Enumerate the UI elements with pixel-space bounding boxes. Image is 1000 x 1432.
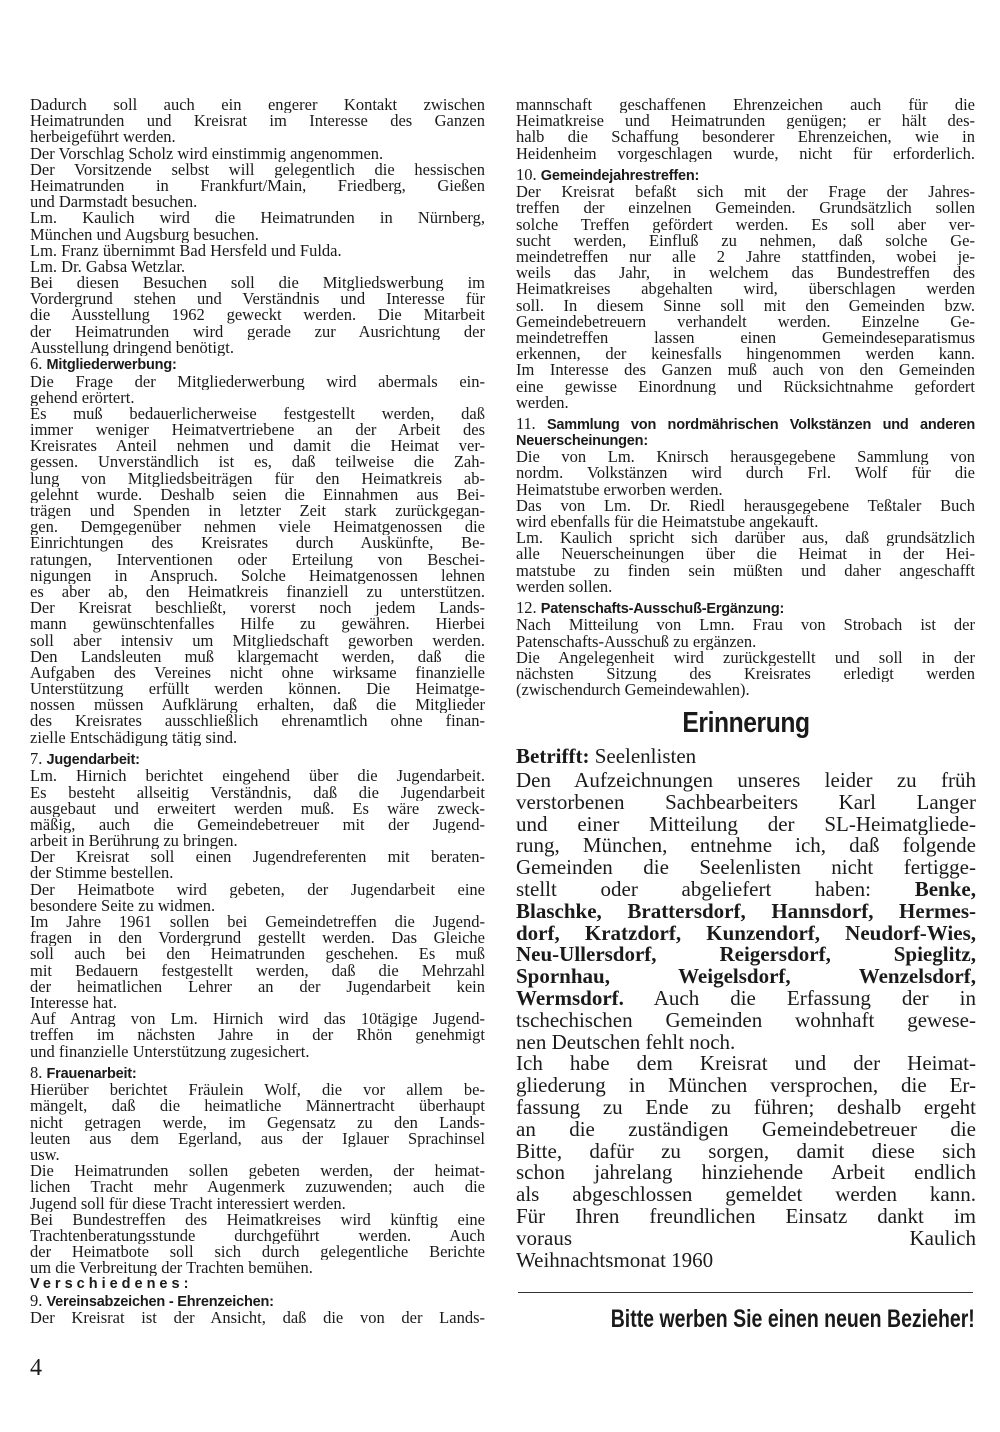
- text-line: mit Bedauern festgestellt werden, daß die Mehrzahl: [30, 962, 485, 979]
- text-line: Der Kreisrat beschließt, vorerst noch jedem Lands-: [30, 600, 485, 617]
- paragraph: [516, 530, 975, 595]
- paragraph: [30, 1082, 485, 1163]
- text-line: Lm. Dr. Gabsa Wetzlar.: [30, 258, 186, 276]
- text-line: Es besteht allseitig Verständnis, daß die Jugendarbeit: [30, 784, 485, 801]
- erinnerung-notice: [516, 706, 976, 1271]
- text-line: Heimatstube erworben werden.: [516, 481, 723, 498]
- text-line: gessen. Unverständlich ist es, daß teilweise die Zah-: [30, 454, 485, 471]
- section-title: Sammlung von nordmährischen Volkstänzen und anderen Neuerscheinungen:: [516, 416, 975, 450]
- paragraph: [516, 97, 975, 162]
- text-line: Weihnachtsmonat 1960: [516, 1249, 714, 1272]
- section-heading: [30, 356, 485, 374]
- notice-subject: [516, 744, 976, 768]
- text-line: [516, 923, 976, 945]
- text-line: Jugend soll für diese Tracht interessiert werden.: [30, 1195, 346, 1212]
- text-line: [516, 944, 976, 966]
- text-line: erkennen, der keinesfalls hingenommen werden kann.: [516, 346, 975, 363]
- text-line: Der Kreisrat ist der Ansicht, daß die von der Lands-: [30, 1310, 485, 1327]
- section-number: 8.: [30, 1064, 47, 1082]
- section-number: 12.: [516, 599, 541, 617]
- text-line: Bei Bundestreffen des Heimatkreises wird künftig eine: [30, 1211, 485, 1228]
- text-line: fragen in den Vordergrund gestellt werden. Das Gleiche: [30, 930, 485, 947]
- text-line: Einrichtungen des Kreisrates durch Auskünfte, Be-: [30, 535, 485, 552]
- text-line: Den Landsleuten muß klargemacht werden, daß die: [30, 648, 485, 665]
- text-line: Das von Lm. Dr. Riedl herausgegebene Teßtaler Buch: [516, 497, 975, 515]
- text-line: solche Treffen gefördert werden. Es soll aber ver-: [516, 216, 975, 233]
- text-line: mäßig, auch die Gemeindebetreuer mit der Jugend-: [30, 816, 485, 834]
- text-line: und finanzielle Unterstützung zugesichert.: [30, 1043, 310, 1060]
- text-line: alle Neuerscheinungen über die Heimat in der Hei-: [516, 546, 975, 563]
- text-line: nigungen in Anspruch. Solche Heimatgenossen lehnen: [30, 567, 485, 584]
- text-line: Den Aufzeichnungen unseres leider zu früh: [516, 770, 976, 792]
- text-line: und einer Mitteilung der SL-Heimatgliede-: [516, 813, 976, 836]
- text-line: an die zuständigen Gemeindebetreuer die: [516, 1118, 976, 1141]
- notice-title: Erinnerung: [682, 707, 810, 739]
- section-heading: Verschiedenes:: [30, 1276, 193, 1293]
- text-segment: voraus: [516, 1227, 572, 1250]
- paragraph: [30, 768, 485, 849]
- text-line: die Ausstellung 1962 geweckt werden. Die Mitarbeit: [30, 307, 485, 324]
- text-line: sucht werden, Einfluß zu nehmen, daß solche Ge-: [516, 232, 975, 249]
- text-line: Kreisrates Anteil nehmen und damit die Heimat ver-: [30, 438, 485, 455]
- section-number: 6.: [30, 356, 47, 373]
- signature-name: Kaulich: [909, 1227, 976, 1250]
- paragraph: [30, 882, 485, 914]
- text-line: mängelt, daß die heimatliche Männertracht überhaupt: [30, 1098, 485, 1115]
- text-line: treffen im nächsten Jahre in der Rhön genehmigt: [30, 1027, 485, 1044]
- text-line: Heimatrunden in Frankfurt/Main, Friedberg, Gießen: [30, 177, 485, 195]
- text-line: werden.: [516, 394, 569, 411]
- text-line: meindetreffen lassen einen Gemeindeseparatismus: [516, 329, 975, 347]
- paragraph: [30, 374, 485, 406]
- text-line: Heidenheim vorgeschlagen wurde, nicht für erforderlich.: [516, 145, 975, 162]
- text-line: lung von Mitgliedsbeiträgen für den Heimatkreis ab-: [30, 470, 485, 487]
- text-line: Hierüber berichtet Fräulein Wolf, die vor allem be-: [30, 1082, 485, 1099]
- bold-text: Benke,: [914, 878, 976, 901]
- section-title: Jugendarbeit:: [46, 751, 140, 768]
- text-line: Der Heimatbote wird gebeten, der Jugendarbeit eine: [30, 881, 485, 898]
- paragraph: [516, 770, 976, 1053]
- text-line: Lm. Kaulich spricht sich darüber aus, daß grundsätzlich: [516, 530, 975, 547]
- text-line: nossen müssen Aufklärung erhalten, daß die Mitglieder: [30, 697, 485, 714]
- text-line: Die Angelegenheit wird zurückgestellt und soll in der: [516, 649, 975, 667]
- text-line: gliederung in München versprochen, die Er-: [516, 1075, 976, 1097]
- text-line: Heimatrunden und Kreisrat im Interesse des Ganzen: [30, 113, 485, 130]
- page-number: 4: [30, 1355, 42, 1381]
- subject-label: Betrifft:: [516, 744, 590, 768]
- text-line: und Darmstadt besuchen.: [30, 194, 198, 211]
- text-line: leuten aus dem Egerland, aus der Iglauer Sprachinsel: [30, 1130, 485, 1147]
- text-line: schon jahrelang hinziehende Arbeit endlich: [516, 1162, 976, 1185]
- paragraph: [30, 406, 485, 746]
- text-line: Im Jahre 1961 sollen bei Gemeindetreffen die Jugend-: [30, 914, 485, 931]
- text-line: Bitte, dafür zu sorgen, damit diese sich: [516, 1140, 976, 1163]
- paragraph: [30, 914, 485, 1011]
- paragraph: [30, 243, 485, 259]
- text-line: der Heimatrunden wird gerade zur Ausrichtung der: [30, 323, 485, 340]
- section-heading: [30, 1293, 485, 1311]
- text-line: weils das Jahr, in welchem das Bundestreffen des: [516, 265, 975, 282]
- paragraph: [30, 259, 485, 275]
- text-line: Der Vorsitzende selbst will gelegentlich die hessischen: [30, 161, 485, 178]
- text-line: Gemeinden die Seelenlisten nicht fertigge-: [516, 857, 976, 879]
- paragraph: [30, 162, 485, 211]
- paragraph: [30, 849, 485, 881]
- text-line: um die Verbreitung der Trachten bemühen.: [30, 1260, 313, 1277]
- bold-text: Blaschke, Brattersdorf, Hannsdorf, Hermes-: [516, 900, 976, 923]
- text-line: Unterstützung erfüllt werden können. Die Heimatge-: [30, 681, 485, 698]
- paragraph: [30, 1163, 485, 1212]
- right-column: [516, 97, 975, 698]
- text-line: als abgeschlossen gemeldet werden kann.: [516, 1184, 976, 1206]
- text-line: Der Kreisrat soll einen Jugendreferenten mit beraten-: [30, 849, 485, 866]
- text-line: gen. Demgegenüber nehmen viele Heimatgenossen die: [30, 519, 485, 536]
- paragraph: [516, 617, 975, 649]
- text-line: München und Augsburg besuchen.: [30, 226, 259, 243]
- paragraph: [516, 650, 975, 699]
- section-heading: [30, 751, 485, 769]
- text-line: Bei diesen Besuchen soll die Mitgliedswerbung im: [30, 275, 485, 292]
- text-line: herbeigeführt werden.: [30, 129, 176, 146]
- text-line: Interesse hat.: [30, 994, 118, 1012]
- notice-body: [516, 770, 976, 1271]
- text-line: Im Interesse des Ganzen muß auch von den Gemeinden: [516, 362, 975, 379]
- footer-slogan: Bitte werben Sie einen neuen Bezieher!: [610, 1305, 975, 1333]
- text-line: arbeit in Berührung zu bringen.: [30, 833, 238, 850]
- section-title: Mitgliederwerbung:: [46, 357, 177, 373]
- text-line: fassung zu Ende zu führen; deshalb ergeht: [516, 1096, 976, 1119]
- text-line: tschechischen Gemeinden wohnhaft gewese-: [516, 1009, 976, 1032]
- text-line: Die Heimatrunden sollen gebeten werden, der heimat-: [30, 1163, 485, 1180]
- section-heading: [516, 167, 975, 185]
- section-heading: [30, 1065, 485, 1083]
- text-line: ratungen, Interventionen oder Erteilung von Beschei-: [30, 551, 485, 568]
- text-line: soll. In diesem Sinne soll mit den Gemeinden bzw.: [516, 297, 975, 314]
- text-line: Nach Mitteilung von Lmn. Frau von Strobach ist der: [516, 617, 975, 634]
- text-line: Gemeindebetreuern verhandelt werden. Einzelne Ge-: [516, 313, 975, 330]
- bold-text: Wermsdorf.: [516, 987, 624, 1010]
- text-line: Der Vorschlag Scholz wird einstimmig angenommen.: [30, 145, 384, 162]
- section-number: 11.: [516, 413, 547, 433]
- paragraph: [516, 184, 975, 411]
- text-line: Trachtenberatungsstunde durchgeführt werden. Auch: [30, 1227, 485, 1245]
- section-number: 10.: [516, 166, 541, 184]
- text-line: Lm. Hirnich berichtet eingehend über die Jugendarbeit.: [30, 768, 485, 785]
- text-line: des Kreisrates ausschließlich ehrenamtlich ohne finan-: [30, 713, 485, 730]
- text-line: wird ebenfalls für die Heimatstube angekauft.: [516, 514, 819, 531]
- text-line: Dadurch soll auch ein engerer Kontakt zwischen: [30, 97, 485, 114]
- paragraph: [30, 97, 485, 146]
- text-line: nächsten Sitzung des Kreisrates erledigt werden: [516, 666, 975, 683]
- bold-text: dorf, Kratzdorf, Kunzendorf, Neudorf-Wies,: [516, 922, 976, 945]
- text-line: Vordergrund stehen und Verständnis und Interesse für: [30, 291, 485, 308]
- paragraph: [516, 498, 975, 530]
- section-title: Vereinsabzeichen - Ehrenzeichen:: [46, 1293, 274, 1310]
- paragraph: [30, 1212, 485, 1277]
- text-line: halb die Schaffung besonderer Ehrenzeichen, wie in: [516, 129, 975, 146]
- paragraph: [30, 275, 485, 356]
- text-line: immer weniger Heimatvertriebene an der Arbeit des: [30, 422, 485, 439]
- text-line: der Heimatbote soll sich durch gelegentliche Berichte: [30, 1244, 485, 1261]
- paragraph: [30, 1310, 485, 1326]
- text-line: werden sollen.: [516, 578, 613, 595]
- text-line: [516, 966, 976, 988]
- text-line: gehend erörtert.: [30, 389, 135, 406]
- text-segment: stellt oder abgeliefert haben:: [516, 878, 915, 901]
- section-number: 9.: [30, 1292, 47, 1310]
- text-line: rung, München, entnehme ich, daß folgende: [516, 835, 976, 858]
- bold-text: Neu-Ullersdorf, Reigersdorf, Spieglitz,: [516, 944, 976, 967]
- text-line: es aber ab, den Heimatkreis finanziell zu unterstützen.: [30, 583, 485, 601]
- text-line: eine gewisse Einordnung und Rücksichtnahme gefordert: [516, 378, 975, 395]
- section-title: Patenschafts-Ausschuß-Ergänzung:: [540, 600, 785, 617]
- text-line: soll auch bei den Heimatrunden geschehen. Es muß: [30, 946, 485, 963]
- text-line: [516, 988, 976, 1010]
- text-line: Aufgaben des Vereines nicht ohne wirksame finanzielle: [30, 664, 485, 682]
- text-line: Lm. Kaulich wird die Heimatrunden in Nürnberg,: [30, 210, 485, 227]
- text-line: Für Ihren freundlichen Einsatz dankt im: [516, 1205, 976, 1228]
- text-line: Heimatkreise und Heimatrunden genügen; er hält des-: [516, 113, 975, 130]
- text-line: Es muß bedauerlicherweise festgestellt werden, daß: [30, 405, 485, 423]
- text-line: ausgebaut und erweitert werden muß. Es wäre zweck-: [30, 800, 485, 817]
- text-line: lichen Tracht mehr Augenmerk zuzuwenden; auch die: [30, 1179, 485, 1196]
- text-line: matstube zu finden sein müßten und daher angeschafft: [516, 562, 975, 579]
- paragraph: [516, 449, 975, 498]
- paragraph: [516, 1053, 976, 1271]
- text-line: besondere Seite zu widmen.: [30, 897, 216, 914]
- text-line: Der Kreisrat befaßt sich mit der Frage der Jahres-: [516, 184, 975, 201]
- text-line: Ich habe dem Kreisrat und der Heimat-: [516, 1053, 976, 1076]
- text-line: [516, 1228, 976, 1250]
- text-line: [516, 901, 976, 923]
- text-line: der heimatlichen Lehrer an der Jugendarbeit kein: [30, 978, 485, 995]
- text-line: [516, 879, 976, 901]
- bold-text: Spornhau, Weigelsdorf, Wenzelsdorf,: [516, 966, 976, 988]
- text-line: Ausstellung dringend benötigt.: [30, 339, 234, 356]
- text-line: Patenschafts-Ausschuß zu ergänzen.: [516, 633, 757, 650]
- text-line: mann gewünschtenfalles Hilfe zu gewähren. Hierbei: [30, 616, 485, 633]
- paragraph: [30, 1011, 485, 1060]
- text-line: soll aber intensiv um Mitgliedschaft geworben werden.: [30, 632, 485, 649]
- text-line: verstorbenen Sachbearbeiters Karl Langer: [516, 791, 976, 814]
- section-heading: [516, 600, 975, 618]
- section-heading: [516, 413, 975, 450]
- text-line: Lm. Franz übernimmt Bad Hersfeld und Fulda.: [30, 242, 342, 259]
- section-title: Gemeindejahrestreffen:: [540, 167, 700, 184]
- text-line: zielle Entschädigung tätig sind.: [30, 729, 238, 746]
- subject-text: Seelenlisten: [594, 744, 697, 768]
- text-line: Auf Antrag von Lm. Hirnich wird das 10tägige Jugend-: [30, 1011, 485, 1028]
- text-line: Die von Lm. Knirsch herausgegebene Sammlung von: [516, 449, 975, 466]
- text-line: Die Frage der Mitgliederwerbung wird abermals ein-: [30, 373, 485, 390]
- text-line: usw.: [30, 1146, 60, 1164]
- text-line: gelehnt wurde. Deshalb seien die Einnahmen aus Bei-: [30, 486, 485, 503]
- paragraph: [30, 210, 485, 242]
- text-line: (zwischendurch Gemeindewahlen).: [516, 682, 750, 699]
- section-number: 7.: [30, 750, 47, 768]
- divider: [518, 1292, 973, 1293]
- text-line: nicht getragen werde, im Gegensatz zu den Lands-: [30, 1114, 485, 1131]
- paragraph: [30, 146, 485, 162]
- text-line: mannschaft geschaffenen Ehrenzeichen auch für die: [516, 97, 975, 114]
- text-segment: Auch die Erfassung der in: [623, 987, 976, 1010]
- text-line: der Stimme bestellen.: [30, 865, 174, 882]
- text-line: nordm. Volkstänzen wird durch Frl. Wolf für die: [516, 465, 975, 482]
- text-line: trägen und Spenden in letzter Zeit stark zurückgegan-: [30, 503, 485, 520]
- text-line: meindetreffen nur alle 2 Jahre stattfinden, wobei je-: [516, 249, 975, 266]
- text-line: nen Deutschen fehlt noch.: [516, 1031, 736, 1054]
- text-line: Heimatkreises abgehalten wird, überschlagen werden: [516, 281, 975, 298]
- section-title: Frauenarbeit:: [46, 1065, 137, 1082]
- left-column: [30, 97, 485, 1327]
- text-line: treffen der einzelnen Gemeinden. Grundsätzlich sollen: [516, 200, 975, 217]
